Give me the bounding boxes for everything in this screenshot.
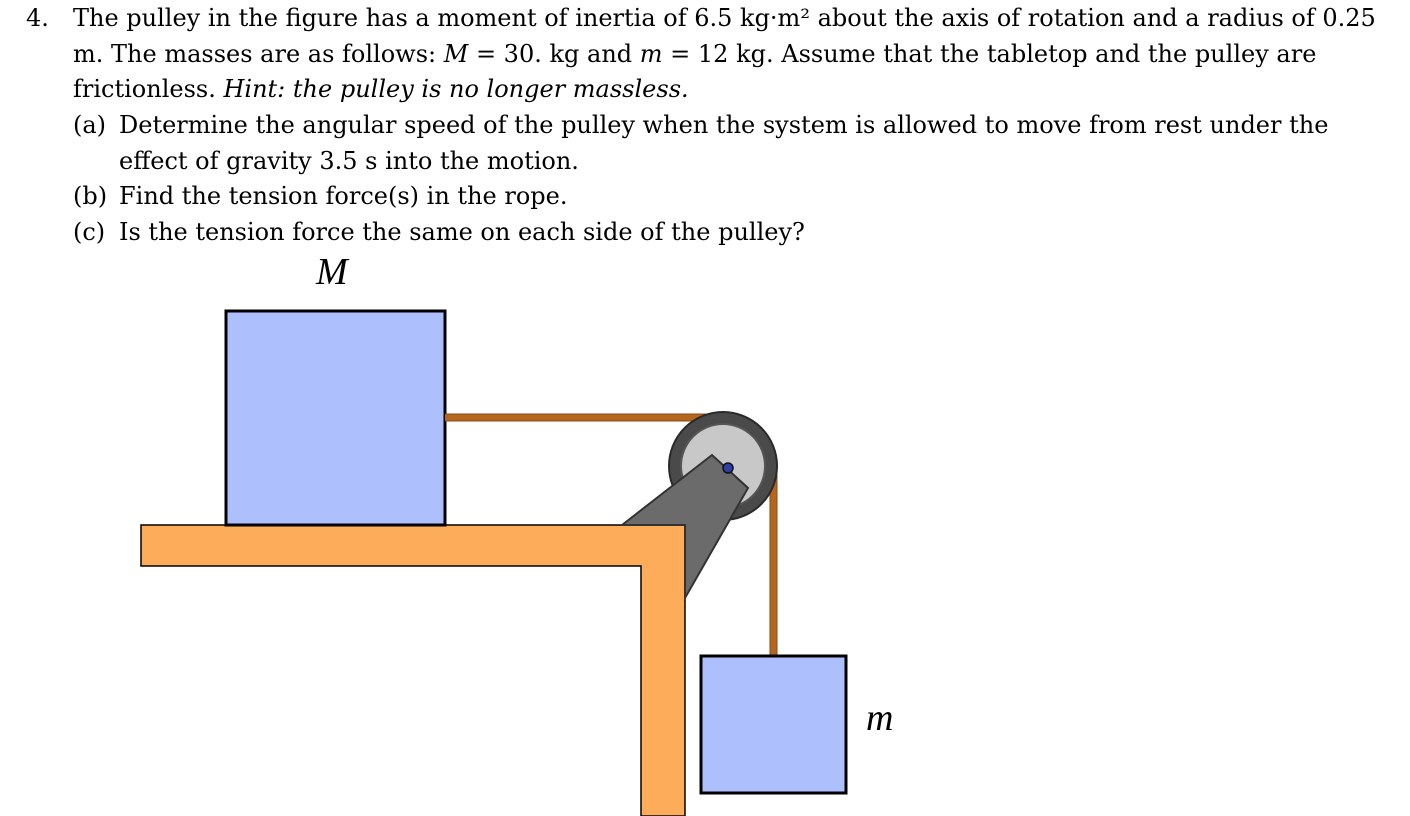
symbol-m: m [639,40,663,68]
part-a-text: Determine the angular speed of the pulley when the system is allowed to move from rest under the [119,111,1329,139]
line2-post: = 12 kg. Assume that the tabletop and the pulley are [662,40,1317,68]
hint-text: Hint: the pulley is no longer massless. [223,75,689,103]
part-a-label: (a) [73,111,107,139]
block-M [226,311,445,525]
line3-plain: frictionless. [73,75,224,103]
table [141,525,685,816]
rope-horizontal [445,414,723,421]
part-c-text: Is the tension force the same on each side of the pulley? [119,218,805,246]
symbol-M: M [443,40,469,68]
pulley-axle [723,463,733,473]
problem-number: 4. [26,4,49,32]
label-small-mass: m [866,697,894,739]
part-c-label: (c) [73,218,106,246]
label-big-mass: M [316,251,348,293]
rope-vertical [770,466,777,656]
line2-pre: m. The masses are as follows: [73,40,444,68]
block-m [701,656,846,793]
problem-line-1: The pulley in the figure has a moment of inertia of 6.5 kg·m² about the axis of rotation and a radius of 0.25 [73,4,1376,32]
line2-mid: = 30. kg and [468,40,640,68]
part-b-label: (b) [73,182,108,210]
part-a-continuation: effect of gravity 3.5 s into the motion. [119,147,579,175]
part-b-text: Find the tension force(s) in the rope. [119,182,568,210]
